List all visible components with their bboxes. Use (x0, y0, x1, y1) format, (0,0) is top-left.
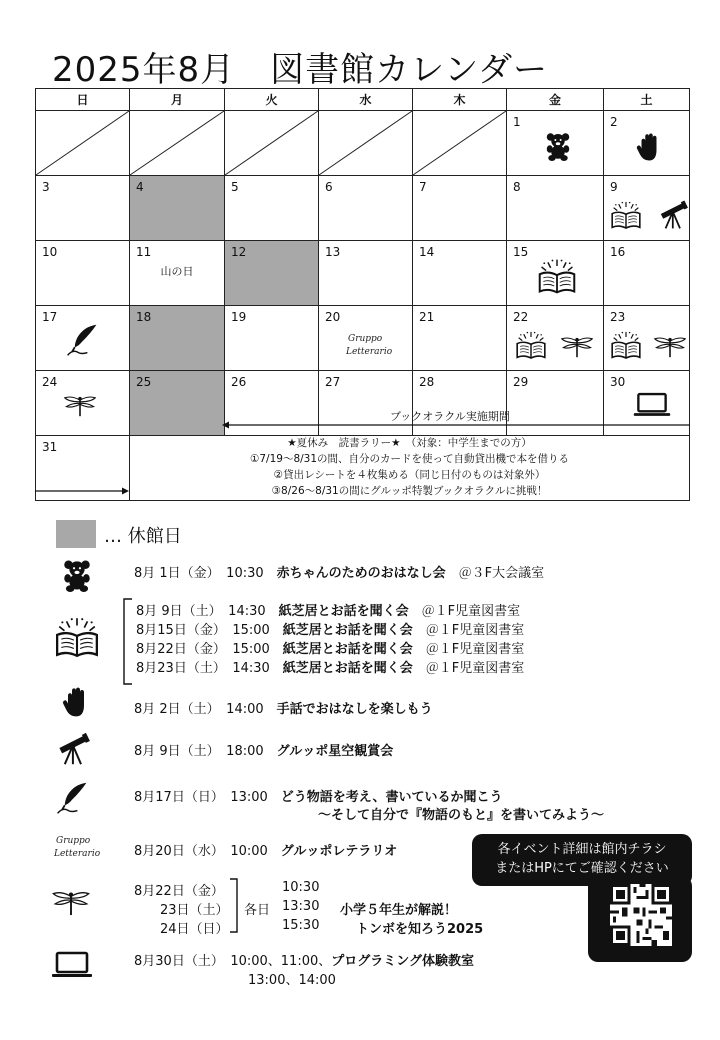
event-place: ＠１F児童図書室 (412, 661, 525, 676)
day-cell-20 (319, 306, 413, 371)
event-place: ＠１F児童図書室 (412, 642, 525, 657)
rally-step-3: ③8/26～8/31の間にグルッポ特製ブックオラクルに挑戦！ (271, 485, 548, 497)
weekday-sun: 日 (36, 89, 130, 111)
day-cell-23 (604, 306, 690, 371)
day-cell-6 (319, 176, 413, 241)
bear-icon (543, 129, 573, 163)
event-title: 紙芝居とお話を聞く会 (282, 623, 413, 638)
event-date: 8月 2日（土） 14:00 (134, 702, 277, 717)
telescope-icon (656, 198, 688, 230)
event-place: ＠１F児童図書室 (412, 623, 525, 638)
event-date: 8月30日（土） 10:00、11:00、 (134, 954, 332, 969)
svg-text:Letterario: Letterario (346, 347, 393, 357)
week-row (36, 111, 690, 176)
closed-day-swatch (56, 520, 96, 548)
notice-line-2: またはHPにてご確認ください (495, 861, 669, 876)
event-date: 8月 9日（土） 14:30 (136, 604, 279, 619)
event-quill (134, 786, 503, 805)
notice-bubble (472, 834, 692, 886)
day-number: 11 (136, 245, 152, 259)
weekday-mon: 月 (130, 89, 225, 111)
page-title: 2025年8月 図書館カレンダー (52, 50, 548, 90)
day-number: 4 (136, 180, 144, 194)
event-book-row (136, 638, 524, 657)
event-dragonfly-time-1: 10:30 (282, 880, 320, 895)
event-dragonfly-time-3: 15:30 (282, 918, 320, 933)
event-title: 紙芝居とお話を聞く会 (282, 642, 413, 657)
day-cell-12 (225, 241, 319, 306)
letterio-logo (52, 832, 101, 862)
day-number: 29 (513, 375, 529, 389)
book-icon (515, 330, 547, 360)
day-cell-1 (507, 111, 604, 176)
calendar-grid (35, 88, 690, 501)
weekday-fri: 金 (507, 89, 604, 111)
closed-day-label: … 休館日 (104, 526, 182, 547)
period-arrow-top (222, 420, 692, 430)
bracket (122, 598, 134, 686)
day-cell-25 (130, 371, 225, 436)
event-dragonfly-time-2: 13:30 (282, 899, 320, 914)
day-cell-15 (507, 241, 604, 306)
dragonfly-icon (50, 888, 92, 916)
event-dragonfly-each: 各日 (244, 903, 271, 918)
hand-icon (60, 684, 92, 720)
day-number: 2 (610, 115, 618, 129)
weekday-thu: 木 (413, 89, 507, 111)
event-dragonfly-title-1: 小学５年生が解説！ (340, 903, 458, 918)
event-bear (134, 562, 544, 581)
notice-line-1: 各イベント詳細は館内チラシ (497, 842, 667, 857)
day-cell-17 (36, 306, 130, 371)
dragonfly-icon (652, 334, 688, 358)
empty-day-cell (413, 111, 507, 176)
day-cell-4 (130, 176, 225, 241)
day-number: 3 (42, 180, 50, 194)
laptop-icon (632, 391, 672, 419)
quill-icon (64, 320, 100, 360)
weekday-wed: 水 (319, 89, 413, 111)
day-cell-7 (413, 176, 507, 241)
day-number: 8 (513, 180, 521, 194)
event-place: ＠１F児童図書室 (408, 604, 521, 619)
bear-icon (60, 556, 94, 594)
event-date: 8月 9日（土） 18:00 (134, 744, 277, 759)
day-number: 16 (610, 245, 626, 259)
day-number: 26 (231, 375, 247, 389)
event-book-row (136, 600, 520, 619)
book-icon (54, 616, 100, 658)
empty-day-cell (36, 111, 130, 176)
event-book-row (136, 619, 524, 638)
telescope-icon (54, 730, 90, 766)
weekday-header-row (36, 89, 690, 111)
event-title: グルッポレテラリオ (280, 844, 398, 859)
day-cell-21 (413, 306, 507, 371)
day-cell-9 (604, 176, 690, 241)
event-telescope (134, 740, 393, 759)
day-number: 13 (325, 245, 341, 259)
day-cell-10 (36, 241, 130, 306)
dragonfly-icon (559, 334, 595, 358)
svg-text:Letterario: Letterario (54, 849, 101, 859)
day-cell-22 (507, 306, 604, 371)
day-number: 18 (136, 310, 152, 324)
day-cell-14 (413, 241, 507, 306)
day-number: 19 (231, 310, 247, 324)
day-number: 15 (513, 245, 529, 259)
day-number: 23 (610, 310, 626, 324)
book-icon (610, 200, 642, 230)
hand-icon (634, 129, 664, 165)
week-row (36, 436, 690, 501)
empty-day-cell (319, 111, 413, 176)
day-number: 6 (325, 180, 333, 194)
event-date: 8月17日（日） 13:00 (134, 790, 281, 805)
day-number: 20 (325, 310, 341, 324)
letterio-logo (345, 330, 393, 360)
week-row (36, 176, 690, 241)
dragonfly-icon (62, 393, 98, 417)
day-number: 21 (419, 310, 435, 324)
day-cell-8 (507, 176, 604, 241)
holiday-label: 山の日 (160, 265, 194, 278)
rally-step-2: ②貸出レシートを４枚集める（同じ日付のものは対象外） (273, 469, 546, 481)
book-icon (610, 330, 642, 360)
day-number: 9 (610, 180, 618, 194)
day-number: 24 (42, 375, 58, 389)
book-icon (537, 257, 577, 295)
day-number: 28 (419, 375, 435, 389)
event-dragonfly-date-1: 8月22日（金） (134, 884, 224, 899)
day-cell-2 (604, 111, 690, 176)
event-title: グルッポ星空観賞会 (276, 744, 394, 759)
day-cell-19 (225, 306, 319, 371)
day-number: 30 (610, 375, 626, 389)
day-number: 25 (136, 375, 152, 389)
event-logo (134, 840, 397, 859)
day-number: 7 (419, 180, 427, 194)
day-cell-3 (36, 176, 130, 241)
day-number: 5 (231, 180, 239, 194)
event-title: 紙芝居とお話を聞く会 (278, 604, 409, 619)
svg-text:Gruppo: Gruppo (348, 334, 383, 344)
qr-code-icon[interactable] (610, 884, 672, 946)
event-date: 8月23日（土） 14:30 (136, 661, 283, 676)
event-dragonfly-title-2: トンボを知ろう2025 (356, 922, 484, 937)
event-laptop (134, 950, 474, 969)
event-book-row (136, 657, 524, 676)
period-arrow-bottom (35, 486, 131, 496)
laptop-icon (50, 950, 94, 980)
week-row (36, 241, 690, 306)
event-quill-subtitle: ～そして自分で『物語のもと』を書いてみよう～ (318, 808, 605, 823)
day-cell-11 (130, 241, 225, 306)
empty-day-cell (225, 111, 319, 176)
event-date: 8月22日（金） 15:00 (136, 642, 283, 657)
event-date: 8月15日（金） 15:00 (136, 623, 283, 638)
event-title: 手話でおはなしを楽しもう (276, 702, 433, 717)
event-laptop-times: 13:00、14:00 (248, 973, 336, 988)
event-place: ＠３F大会議室 (445, 566, 545, 581)
event-title: 赤ちゃんのためのおはなし会 (276, 566, 446, 581)
day-number: 31 (42, 440, 58, 454)
day-number: 10 (42, 245, 58, 259)
rally-title: ★夏休み 読書ラリー★ （対象：中学生までの方） (287, 437, 532, 449)
event-dragonfly-date-3: 24日（日） (160, 922, 229, 937)
day-cell-18 (130, 306, 225, 371)
event-date: 8月 1日（金） 10:30 (134, 566, 277, 581)
day-number: 22 (513, 310, 529, 324)
day-number: 1 (513, 115, 521, 129)
weekday-sat: 土 (604, 89, 690, 111)
event-hand (134, 698, 433, 717)
day-cell-13 (319, 241, 413, 306)
bracket (228, 878, 240, 934)
day-cell-5 (225, 176, 319, 241)
day-number: 12 (231, 245, 247, 259)
event-title: どう物語を考え、書いているか聞こう (280, 790, 503, 805)
day-number: 27 (325, 375, 341, 389)
day-cell-24 (36, 371, 130, 436)
day-number: 14 (419, 245, 435, 259)
empty-day-cell (130, 111, 225, 176)
event-title: 紙芝居とお話を聞く会 (282, 661, 413, 676)
reading-rally-cell (130, 436, 690, 501)
day-cell-16 (604, 241, 690, 306)
book-oracle-period-label: ブックオラクル実施期間 (390, 410, 510, 423)
day-number: 17 (42, 310, 58, 324)
svg-text:Gruppo: Gruppo (56, 836, 91, 846)
event-dragonfly-date-2: 23日（土） (160, 903, 229, 918)
event-date: 8月20日（水） 10:00 (134, 844, 281, 859)
week-row (36, 306, 690, 371)
weekday-tue: 火 (225, 89, 319, 111)
quill-icon (54, 778, 90, 818)
rally-step-1: ①7/19～8/31の間、自分のカードを使って自動貸出機で本を借りる (249, 453, 570, 465)
event-title: プログラミング体験教室 (331, 954, 474, 969)
